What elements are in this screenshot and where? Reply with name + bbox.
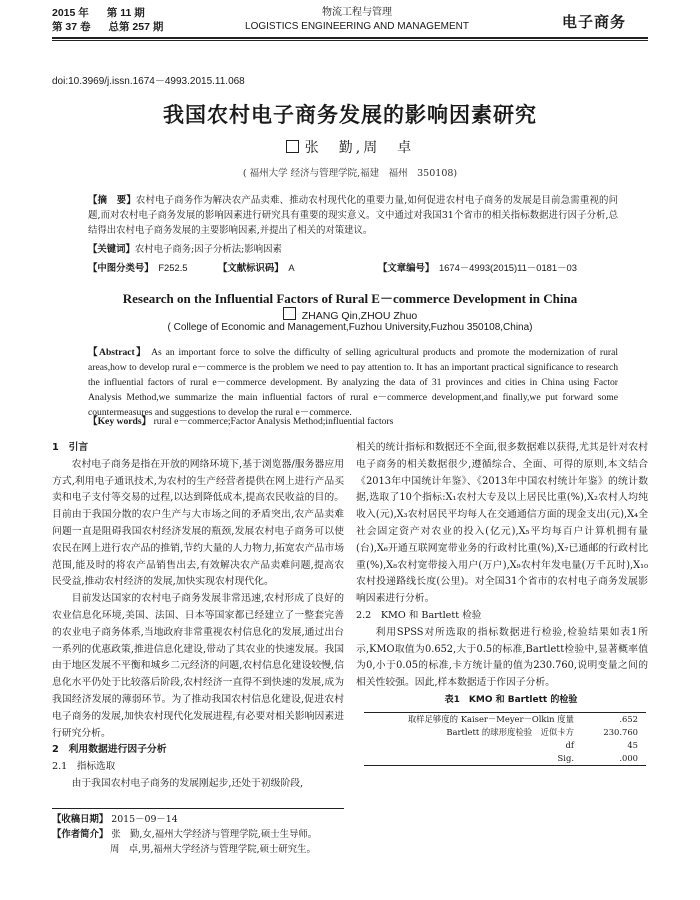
affiliation: ( 福州大学 经济与管理学院,福建 福州 350108) xyxy=(242,168,458,179)
abstract-en xyxy=(88,345,618,420)
section-label: 电子商务 xyxy=(562,14,627,31)
keywords-cn-label: 【关键词】 xyxy=(88,244,135,255)
page-title: 我国农村电子商务发展的影响因素研究 xyxy=(163,103,537,127)
table-caption: 表1 KMO 和 Bartlett 的检验 xyxy=(444,694,578,705)
english-title: Research on the Influential Factors of Rural E－commerce Development in China xyxy=(122,291,578,306)
table-row: Bartlett 的球形度检验 近似卡方 230.760 xyxy=(446,726,638,737)
english-authors: ZHANG Qin,ZHOU Zhuo xyxy=(0,307,700,322)
keywords-en-label: 【Key words】 xyxy=(88,416,152,427)
clc-number: 【中图分类号】 F252.5 xyxy=(88,262,188,273)
abstract-en-label: 【Abstract】 xyxy=(88,347,148,358)
subsection-heading-indicators: 2.1 指标选取 xyxy=(52,761,116,773)
journal-name xyxy=(232,6,482,34)
body-right-column xyxy=(356,440,648,766)
abstract-en-text: As an important force to solve the difficulty of selling agricultural products and promote the modernization of rural areas,how to develop rural e－commerce is the problem we need to pay attention to. It has an important practical significance to research the influential factors of rural e－commerce development. By analyzing the data of 31 provinces and cities in China using Factor Analysis Method,we summarize the main influential factors of rural e－commerce development,and finally,we put forward some countermeasures and suggestions to develop the rural e－commerce. xyxy=(88,347,619,418)
year: 2015 年 xyxy=(52,7,89,19)
authors xyxy=(0,137,700,157)
abstract-cn-label: 【摘 要】 xyxy=(88,195,136,206)
journal-name-en: LOGISTICS ENGINEERING AND MANAGEMENT xyxy=(245,21,469,32)
journal-name-cn: 物流工程与管理 xyxy=(322,7,392,18)
total-issue: 总第 257 期 xyxy=(108,21,164,33)
table-row: df 45 xyxy=(565,739,638,750)
subsection-heading-kmo: 2.2 KMO 和 Bartlett 检验 xyxy=(356,609,482,621)
header-rule-thin xyxy=(52,40,648,41)
journal-issue-info xyxy=(52,6,181,34)
abstract-cn xyxy=(88,193,618,238)
author-bio: 【作者简介】 张 勤,女,福州大学经济与管理学院,硕士生导师。 xyxy=(52,829,318,840)
volume: 第 37 卷 xyxy=(52,21,91,33)
keywords-cn xyxy=(88,243,618,257)
table-row: Sig. .000 xyxy=(364,752,646,766)
doi: doi:10.3969/j.issn.1674－4993.2015.11.068 xyxy=(52,76,245,87)
author-marker-icon xyxy=(286,140,299,153)
section-heading-factor-analysis: 2 利用数据进行因子分析 xyxy=(52,744,167,756)
paragraph: 利用SPSS对所选取的指标数据进行检验,检验结果如表1所示,KMO取值为0.652,大于0.5的标准,Bartlett检验中,显著概率值为0,小于0.05的标准,卡方统计量的值为230.760,说明变量之间的相关性较强。因此,样本数据适于作因子分析。 xyxy=(356,626,648,689)
body-left-column xyxy=(52,440,344,793)
table-row: 取样足够度的 Kaiser－Meyer－Olkin 度量 .652 xyxy=(364,712,646,726)
footnote-rule xyxy=(52,808,344,809)
issue: 第 11 期 xyxy=(106,7,145,19)
doc-code: 【文献标识码】 A xyxy=(218,262,295,273)
header-rule xyxy=(52,37,648,39)
author-names: 张 勤,周 卓 xyxy=(304,140,415,156)
english-affiliation: ( College of Economic and Management,Fuzhou University,Fuzhou 350108,China) xyxy=(167,322,533,333)
kmo-table xyxy=(364,712,646,766)
paragraph: 农村电子商务是指在开放的网络环境下,基于浏览器/服务器应用方式,利用电子通讯技术,为农村的生产经营者提供在网上进行产品买卖和电子支付等交易的过程,以达到降低成本,提高农民收益的目的。目前由于我国分散的农户生产与大市场之间的矛盾突出,农产品卖难问题一直是阻碍我国农村经济发展的瓶颈,发展农村电子商务可以使农民在网上进行农产品的推销,节约大量的人力物力,拓宽农产品市场范围,能及时的将农产品销售出去,有效解决农产品卖难问题,提高农民受益,推动农村经济的发展,加快实现农村现代化。 xyxy=(52,458,344,588)
paragraph: 相关的统计指标和数据还不全面,很多数据难以获得,尤其是针对农村电子商务的相关数据很少,遵循综合、全面、可得的原则,本文结合《2013年中国统计年鉴》、《2013年中国农村统计年鉴》的统计数据,选取了10个指标:X₁农村大专及以上居民比重(%),X₂农村人均纯收入(元),X₃农村居民平均每人在交通通信方面的现金支出(元),X₄全社会固定资产对农业的投入(亿元),X₅平均每百户计算机拥有量(台),X₆开通互联网宽带业务的行政村比重(%),X₇已通邮的行政村比重(%),X₈农村宽带接入用户(万户),X₉农村年发电量(万千瓦时),X₁₀农村投递路线长度(公里)。对全国31个省市的农村电子商务发展影响因素进行分析。 xyxy=(356,442,648,605)
keywords-en xyxy=(88,415,618,429)
section-heading-intro: 1 引言 xyxy=(52,442,89,453)
author-marker-icon xyxy=(283,307,296,320)
paragraph: 由于我国农村电子商务的发展刚起步,还处于初级阶段, xyxy=(71,777,304,789)
received-date: 【收稿日期】 2015－09－14 xyxy=(52,814,178,825)
keywords-en-text: rural e－commerce;Factor Analysis Method;influential factors xyxy=(153,416,394,427)
footnotes xyxy=(52,812,352,857)
keywords-cn-text: 农村电子商务;因子分析法;影响因素 xyxy=(134,244,282,255)
abstract-cn-text: 农村电子商务作为解决农产品卖难、推动农村现代化的重要力量,如何促进农村电子商务的发展是目前急需重视的问题,而对农村电子商务发展的影响因素进行研究具有重要的现实意义。文中通过对我国31个省市的相关指标数据进行因子分析,总结得出农村电子商务发展的主要影响因素,并提出了相关的对策建议。 xyxy=(88,195,618,236)
author-bio-2: 周 卓,男,福州大学经济与管理学院,硕士研究生。 xyxy=(110,844,316,855)
article-number: 【文章编号】 1674－4993(2015)11－0181－03 xyxy=(378,262,577,273)
paragraph: 目前发达国家的农村电子商务发展非常迅速,农村形成了良好的农业信息化环境,美国、法国、日本等国家都已经建立了一整套完善的农业电子商务体系,当地政府非常重视农村信息化的发展,通过出台一系列的优惠政策,推进信息化建设,带动了其农业的快速发展。我国由于地区发展不平衡和城乡二元经济的问题,农村信息化建设较慢,信息化水平仍处于比较落后阶段,农村经济一直得不到快速的发展,成为我国经济发展的薄弱环节。为了推动我国农村信息化建设,促进农村电子商务的发展,加快农村现代化发展进程,有必要对相关影响因素进行研究分析。 xyxy=(52,593,344,739)
